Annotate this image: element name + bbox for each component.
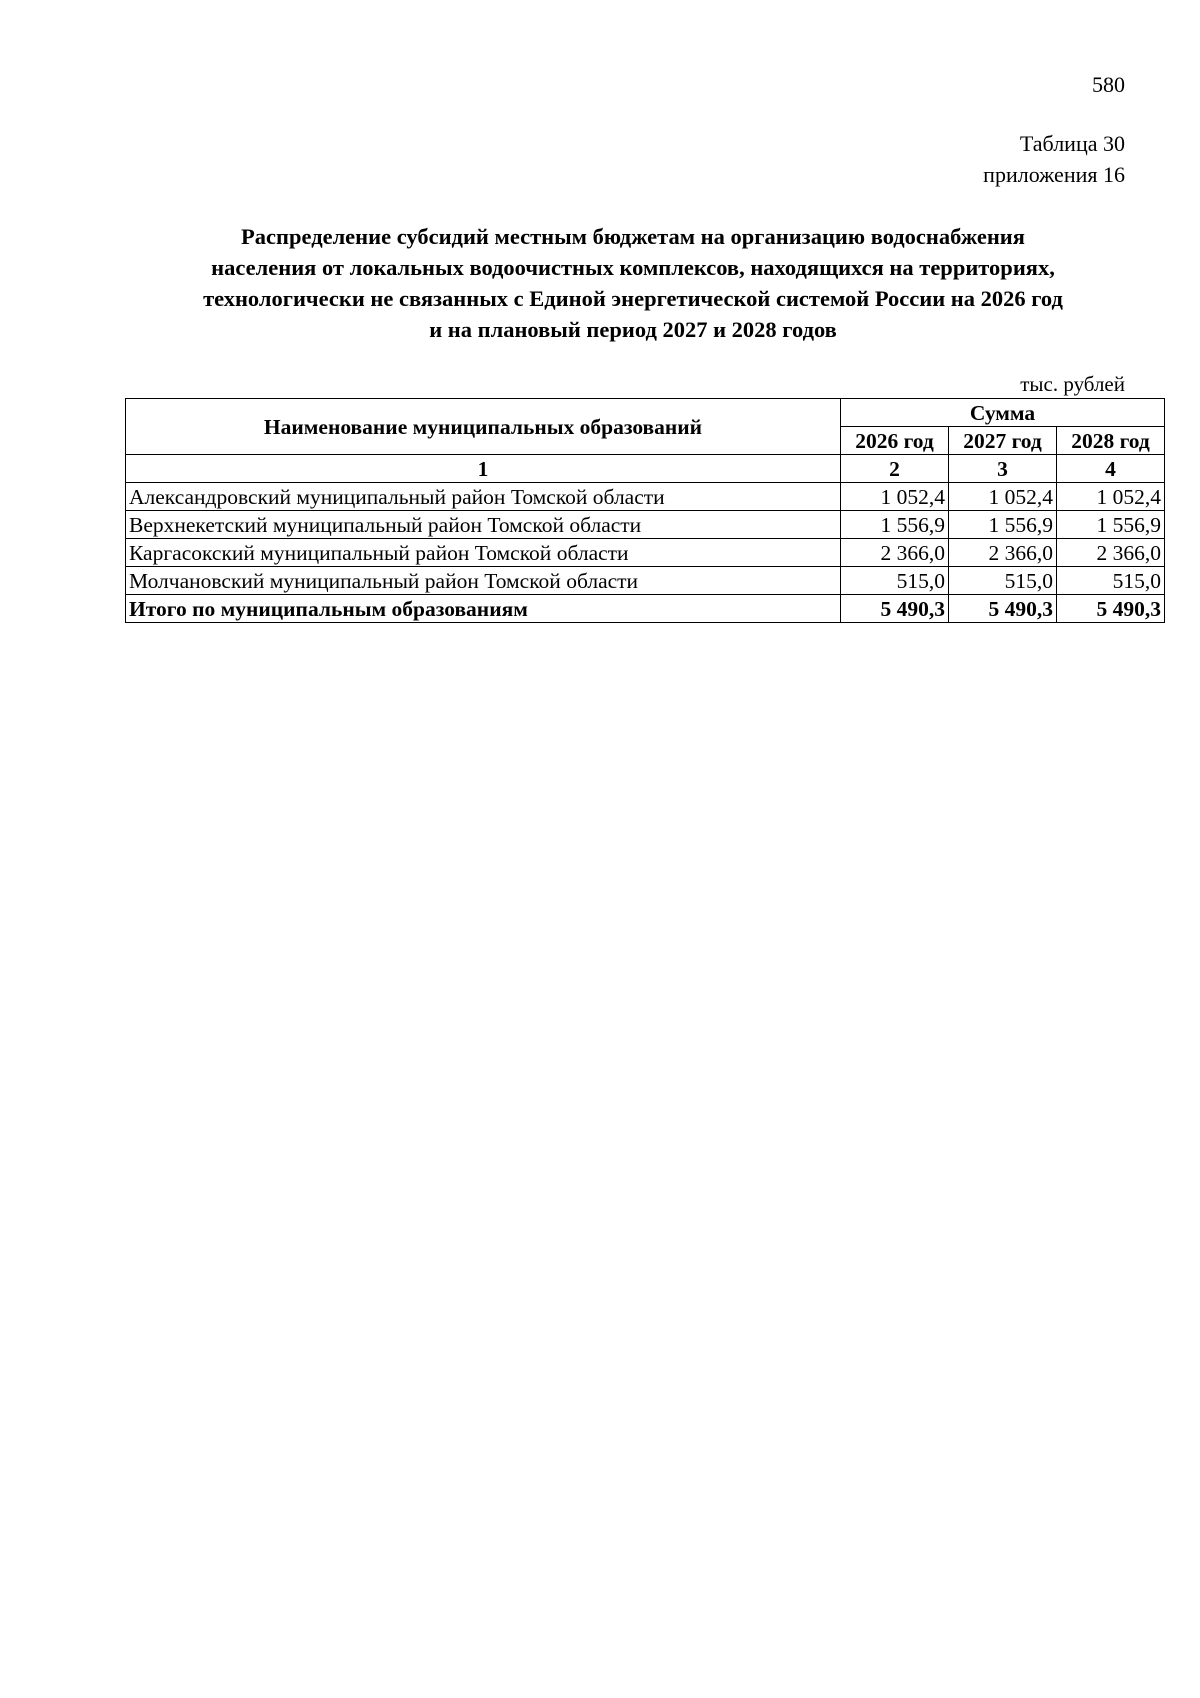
header-municipality-name: Наименование муниципальных образований [126, 399, 841, 455]
value-2026: 1 052,4 [841, 483, 949, 511]
column-number: 1 [126, 455, 841, 483]
value-2028: 515,0 [1057, 567, 1165, 595]
value-2027: 515,0 [949, 567, 1057, 595]
total-2028: 5 490,3 [1057, 595, 1165, 623]
value-2026: 515,0 [841, 567, 949, 595]
municipality-name: Молчановский муниципальный район Томской области [126, 567, 841, 595]
column-number: 4 [1057, 455, 1165, 483]
table-row [126, 567, 1165, 595]
table-reference [983, 128, 1125, 190]
header-year-2028: 2028 год [1057, 427, 1165, 455]
value-2027: 2 366,0 [949, 539, 1057, 567]
table-row [126, 511, 1165, 539]
title-line: и на плановый период 2027 и 2028 годов [429, 317, 837, 342]
column-number: 2 [841, 455, 949, 483]
municipality-name: Каргасокский муниципальный район Томской области [126, 539, 841, 567]
value-2027: 1 556,9 [949, 511, 1057, 539]
subsidy-table [125, 398, 1165, 623]
header-sum: Сумма [841, 399, 1165, 427]
appendix-number: приложения 16 [983, 162, 1125, 187]
page-number: 580 [1092, 72, 1125, 97]
column-number: 3 [949, 455, 1057, 483]
header-row [126, 399, 1165, 427]
header-year-2026: 2026 год [841, 427, 949, 455]
units-label: тыс. рублей [1020, 372, 1125, 396]
value-2026: 2 366,0 [841, 539, 949, 567]
municipality-name: Верхнекетский муниципальный район Томской области [126, 511, 841, 539]
municipality-name: Александровский муниципальный район Томской области [126, 483, 841, 511]
title-line: Распределение субсидий местным бюджетам на организацию водоснабжения [241, 224, 1025, 249]
total-2026: 5 490,3 [841, 595, 949, 623]
table-row [126, 483, 1165, 511]
column-number-row [126, 455, 1165, 483]
title-line: технологически не связанных с Единой энергетической системой России на 2026 год [203, 286, 1063, 311]
table-row [126, 539, 1165, 567]
value-2028: 2 366,0 [1057, 539, 1165, 567]
title-line: населения от локальных водоочистных комплексов, находящихся на территориях, [211, 255, 1055, 280]
table-number: Таблица 30 [1019, 131, 1125, 156]
total-2027: 5 490,3 [949, 595, 1057, 623]
value-2026: 1 556,9 [841, 511, 949, 539]
value-2027: 1 052,4 [949, 483, 1057, 511]
document-title [118, 221, 1148, 345]
header-year-2027: 2027 год [949, 427, 1057, 455]
total-label: Итого по муниципальным образованиям [126, 595, 841, 623]
value-2028: 1 052,4 [1057, 483, 1165, 511]
value-2028: 1 556,9 [1057, 511, 1165, 539]
total-row [126, 595, 1165, 623]
